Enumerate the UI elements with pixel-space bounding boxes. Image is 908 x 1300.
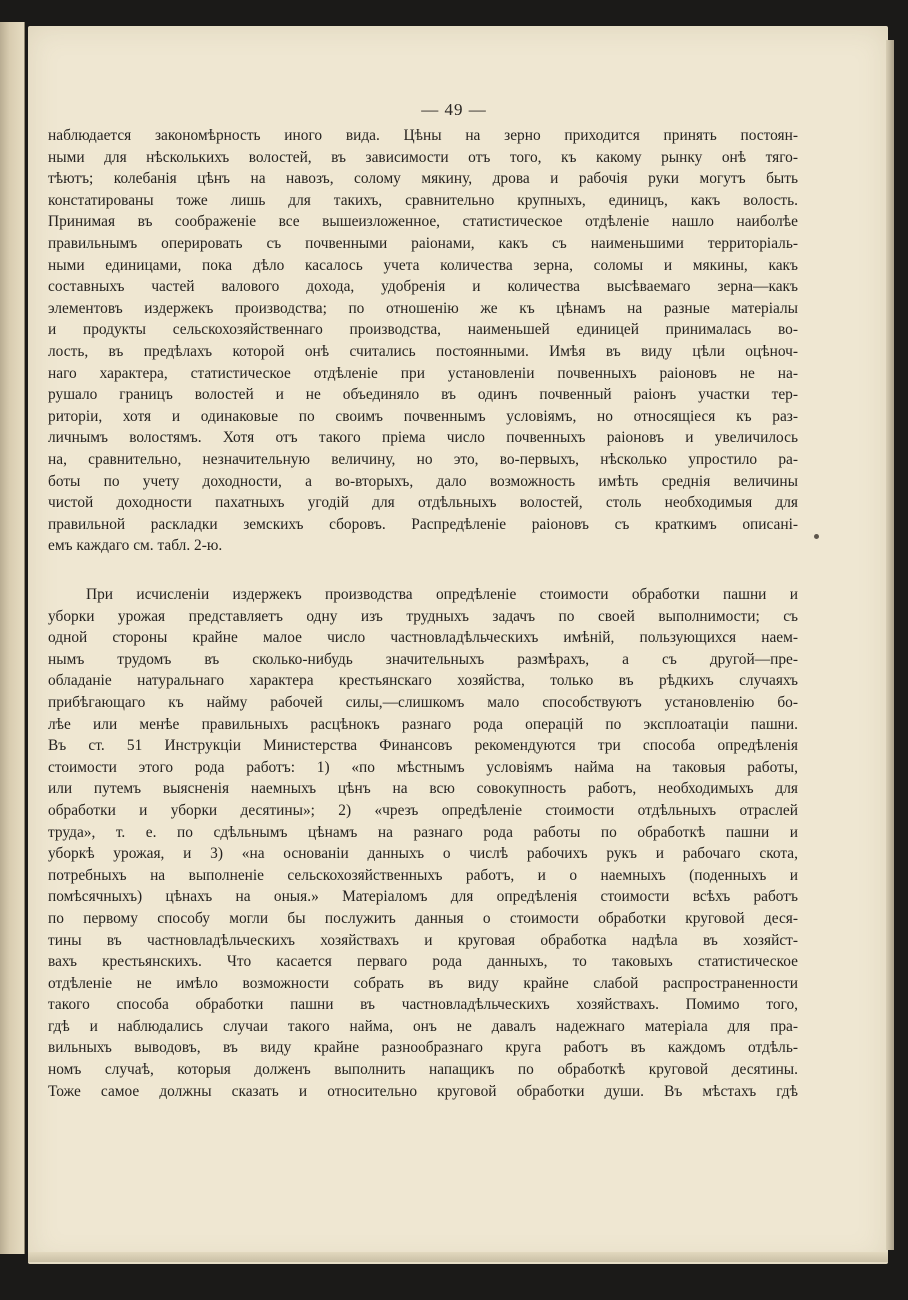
- text-line: номъ случаѣ, которыя долженъ выполнить напащикъ по обработкѣ круговой десятины.: [48, 1061, 798, 1079]
- text-line: тѣютъ; колебанія цѣнъ на навозъ, солому мякину, дрова и рабочія руки могутъ быть: [48, 170, 798, 188]
- text-line: наблюдается закономѣрность иного вида. Цѣны на зерно приходится принять постоян-: [48, 127, 798, 144]
- paragraph-2: [48, 584, 798, 1102]
- text-line: тины въ частновладѣльческихъ хозяйствахъ и круговая обработка надѣла въ хозяйст-: [48, 931, 798, 949]
- ink-speck: [814, 534, 819, 539]
- text-line: вильныхъ выводовъ, въ виду крайне разнообразнаго круга работъ въ каждомъ отдѣль-: [48, 1039, 798, 1057]
- text-line: прибѣгающаго къ найму рабочей силы,—слишкомъ мало способствуютъ установленію бо-: [48, 693, 798, 711]
- text-line: лость, въ предѣлахъ которой онѣ считались постоянными. Имѣя въ виду цѣли оцѣноч-: [48, 342, 798, 360]
- text-line: уборки урожая представляетъ одну изъ трудныхъ задачъ по своей выполнимости; съ: [48, 607, 798, 625]
- text-line: правильной раскладки земскихъ сборовъ. Распредѣленіе раіоновъ съ краткимъ описані-: [48, 515, 798, 533]
- text-line: нымъ трудомъ въ сколько-нибудь значительныхъ размѣрахъ, а съ другой—пре-: [48, 650, 798, 668]
- text-line: Принимая въ соображеніе все вышеизложенное, статистическое отдѣленіе нашло наиболѣе: [48, 213, 798, 231]
- text-line: стоимости этого рода работъ: 1) «по мѣстнымъ условіямъ найма на таковыя работы,: [48, 758, 798, 776]
- text-line: потребныхъ на выполненіе сельскохозяйственныхъ работъ, и о наемныхъ (поденныхъ и: [48, 866, 798, 884]
- text-line: составныхъ частей валового дохода, удобренія и количества высѣваемаго зерна—какъ: [48, 278, 798, 296]
- page-edge: [886, 40, 894, 1250]
- text-line: или путемъ выясненія наемныхъ цѣнъ на всю совокупность работъ, необходимыхъ для: [48, 780, 798, 798]
- text-line: Въ ст. 51 Инструкціи Министерства Финансовъ рекомендуются три способа опредѣленія: [48, 737, 798, 755]
- text-line: ными для нѣсколькихъ волостей, въ зависимости отъ того, къ какому рынку онѣ тяго-: [48, 148, 798, 166]
- text-line: емъ каждаго см. табл. 2-ю.: [48, 537, 223, 555]
- text-line: При исчисленіи издержекъ производства опредѣленіе стоимости обработки пашни и: [86, 586, 798, 603]
- text-line: одной стороны крайне малое число частновладѣльческихъ имѣній, пользующихся наем-: [48, 629, 798, 647]
- text-line: вахъ крестьянскихъ. Что касается перваго рода данныхъ, то таковыхъ статистическое: [48, 953, 798, 971]
- text-line: боты по учету доходности, а во-вторыхъ, дало возможность имѣть среднія величины: [48, 472, 798, 490]
- text-line: отдѣленіе не имѣло возможности собрать въ виду крайне слабой распространенности: [48, 974, 798, 992]
- text-line: ными единицами, пока дѣло касалось учета количества зерна, соломы и мякины, какъ: [48, 256, 798, 274]
- text-line: на, сравнительно, незначительную величину, но это, во-первыхъ, нѣсколько упростило ра-: [48, 450, 798, 468]
- paragraph-1: [48, 125, 798, 557]
- text-line: обработки и уборки десятины»; 2) «чрезъ опредѣленіе стоимости отдѣльныхъ отраслей: [48, 801, 798, 819]
- text-line: помѣсячныхъ) цѣнахъ на оныя.» Матеріаломъ для опредѣленія стоимости всѣхъ работъ: [48, 888, 798, 906]
- text-line: гдѣ и наблюдались случаи такого найма, онъ не давалъ надежнаго матеріала для пра-: [48, 1017, 798, 1035]
- text-line: и продукты сельскохозяйственнаго производства, наименьшей единицей принималась во-: [48, 321, 798, 339]
- text-line: риторіи, хотя и одинаковые по своимъ почвеннымъ условіямъ, но относящіеся къ раз-: [48, 407, 798, 425]
- page-number: — 49 —: [421, 100, 487, 119]
- text-line: элементовъ издержекъ производства; по отношенію же къ цѣнамъ на разные матеріалы: [48, 299, 798, 317]
- text-line: обладаніе натуральнаго характера крестьянскаго хозяйства, только въ рѣдкихъ случаяхъ: [48, 672, 798, 690]
- text-line: констатированы тоже лишь для такихъ, сравнительно крупныхъ, единицъ, какъ волость.: [48, 191, 798, 209]
- text-line: рушало границъ волостей и не объединяло въ одинъ почвенный раіонъ участки тер-: [48, 386, 798, 404]
- text-line: личнымъ волостямъ. Хотя отъ такого пріема число почвенныхъ раіоновъ и увеличилось: [48, 429, 798, 447]
- text-line: наго характера, статистическое отдѣленіе при установленіи почвенныхъ раіоновъ не на-: [48, 364, 798, 382]
- text-line: лѣе или менѣе правильныхъ расцѣнокъ разнаго рода операцій по эксплоатаціи пашни.: [48, 715, 798, 733]
- text-line: чистой доходности пахатныхъ угодій для отдѣльныхъ волостей, столь необходимыя для: [48, 494, 798, 512]
- text-line: правильнымъ оперировать съ почвенными раіонами, какъ съ наименьшими территоріаль-: [48, 234, 798, 252]
- text-line: труда», т. е. по сдѣльнымъ цѣнамъ на разнаго рода работы по обработкѣ пашни и: [48, 823, 798, 841]
- text-line: по первому способу могли бы послужить данныя о стоимости обработки круговой деся-: [48, 909, 798, 927]
- text-line: уборкѣ урожая, и 3) «на основаніи данныхъ о числѣ рабочихъ рукъ и рабочаго скота,: [48, 845, 798, 863]
- text-line: такого способа обработки пашни въ частновладѣльческихъ хозяйствахъ. Помимо того,: [48, 996, 798, 1014]
- facing-page-edge: [0, 22, 25, 1254]
- text-line: Тоже самое должны сказать и относительно круговой обработки души. Въ мѣстахъ гдѣ: [48, 1082, 798, 1100]
- page-bottom-edge: [28, 1252, 888, 1262]
